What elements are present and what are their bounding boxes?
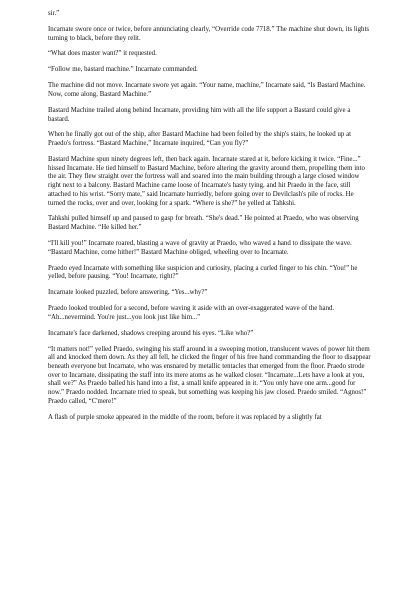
paragraph: Incarnate swore once or twice, before annunciating clearly, “Override code 7718.” The machine shut down, its lights turning to black, before they relit. xyxy=(48,25,370,42)
paragraph: Incarnate's face darkened, shadows creeping around his eyes. “Like who?” xyxy=(48,329,254,337)
paragraph: “I'll kill you!” Incarnate roared, blasting a wave of gravity at Praedo, who waved a hand to dissipate the wave. “Bastard Machine, come hither!” Bastard Machine obliged, wheeling over to Incarnate. xyxy=(48,240,352,256)
paragraph: Bastard Machine trailed along behind Incarnate, providing him with all the life support a Bastard could give a bastard. xyxy=(48,106,351,123)
paragraph: “What does master want?” it requested. xyxy=(48,50,157,58)
paragraph: A flash of purple smoke appeared in the middle of the room, before it was replaced by a slightly fat xyxy=(48,413,322,421)
paragraph: Incarnate looked puzzled, before answering, “Yes...why?” xyxy=(48,289,208,297)
paragraph: sir.” xyxy=(48,10,60,17)
paragraph: Praedo eyed Incarnate with something like suspicion and curiosity, placing a curled finger to his chin. “You!” he yelled, before pausing. “You! Incarnate, right?” xyxy=(48,264,358,281)
paragraph: When he finally got out of the ship, after Bastard Machine had been foiled by the ship's stairs, he looked up at Praedo's fortress. “Bastard Machine,” Incarnate inquired, “Can you fly?” xyxy=(48,131,352,148)
paragraph: Bastard Machine spun ninety degrees left, then back again. Incarnate stared at it, before kicking it twice. “Fine...” hissed Incarnate. He tied himself to Bastard Machine, before altering the gravity around them, propelling them into the air. They flew straight over the fortress wall and soared into the main building through a large closed window right next to a balcony. Bastard Machine came loose of Incarnate's hasty tying, and hit Praedo in the face, still attached to his wrist. “Sorry mate,” said Incarnate hurriedly, before going over to Devilclash's pile of rocks. He turned the rocks, over and over, looking for a spark. “Where is she?” he yelled at Tahkshi. xyxy=(48,156,365,207)
paragraph: The machine did not move. Incarnate swore yet again. “Your name, machine,” Incarnate said, “Is Bastard Machine. Now, come along, Bastard Machine.” xyxy=(48,82,366,98)
paragraph: Tahkshi pulled himself up and paused to gasp for breath. “She's dead.” He pointed at Praedo, who was observing Bastard Machine. “He killed her.” xyxy=(48,215,359,232)
paragraph: Praedo looked troubled for a second, before waving it aside with an over-exaggerated wave of the hand. “Ah...nevermind. You're just...you look just like him...” xyxy=(48,305,335,321)
paragraph: “It matters not!” yelled Praedo, swinging his staff around in a sweeping motion, translucent waves of power hit them all and knocked them down. As they all fell, he clicked the finger of his free hand commanding the floor to disappear beneath everyone but Incarnate, who was ensnared by metallic tentacles that emerged from the floor. Praedo strode over to Incarnate, dissipating the staff into its mere atoms as he walked closer. “Incarnate...Lets have a look at you, shall we?” As Praedo balled his hand into a fist, a small knife appeared in it. “You only have one arm...good for now.” Praedo nodded. Incarnate tried to speak, but something was keeping his jaw closed. Praedo smiled. “Agnos!” Praedo called, “C'mere!” xyxy=(48,345,371,405)
paragraph: “Follow me, bastard machine.” Incarnate commanded. xyxy=(48,66,198,74)
